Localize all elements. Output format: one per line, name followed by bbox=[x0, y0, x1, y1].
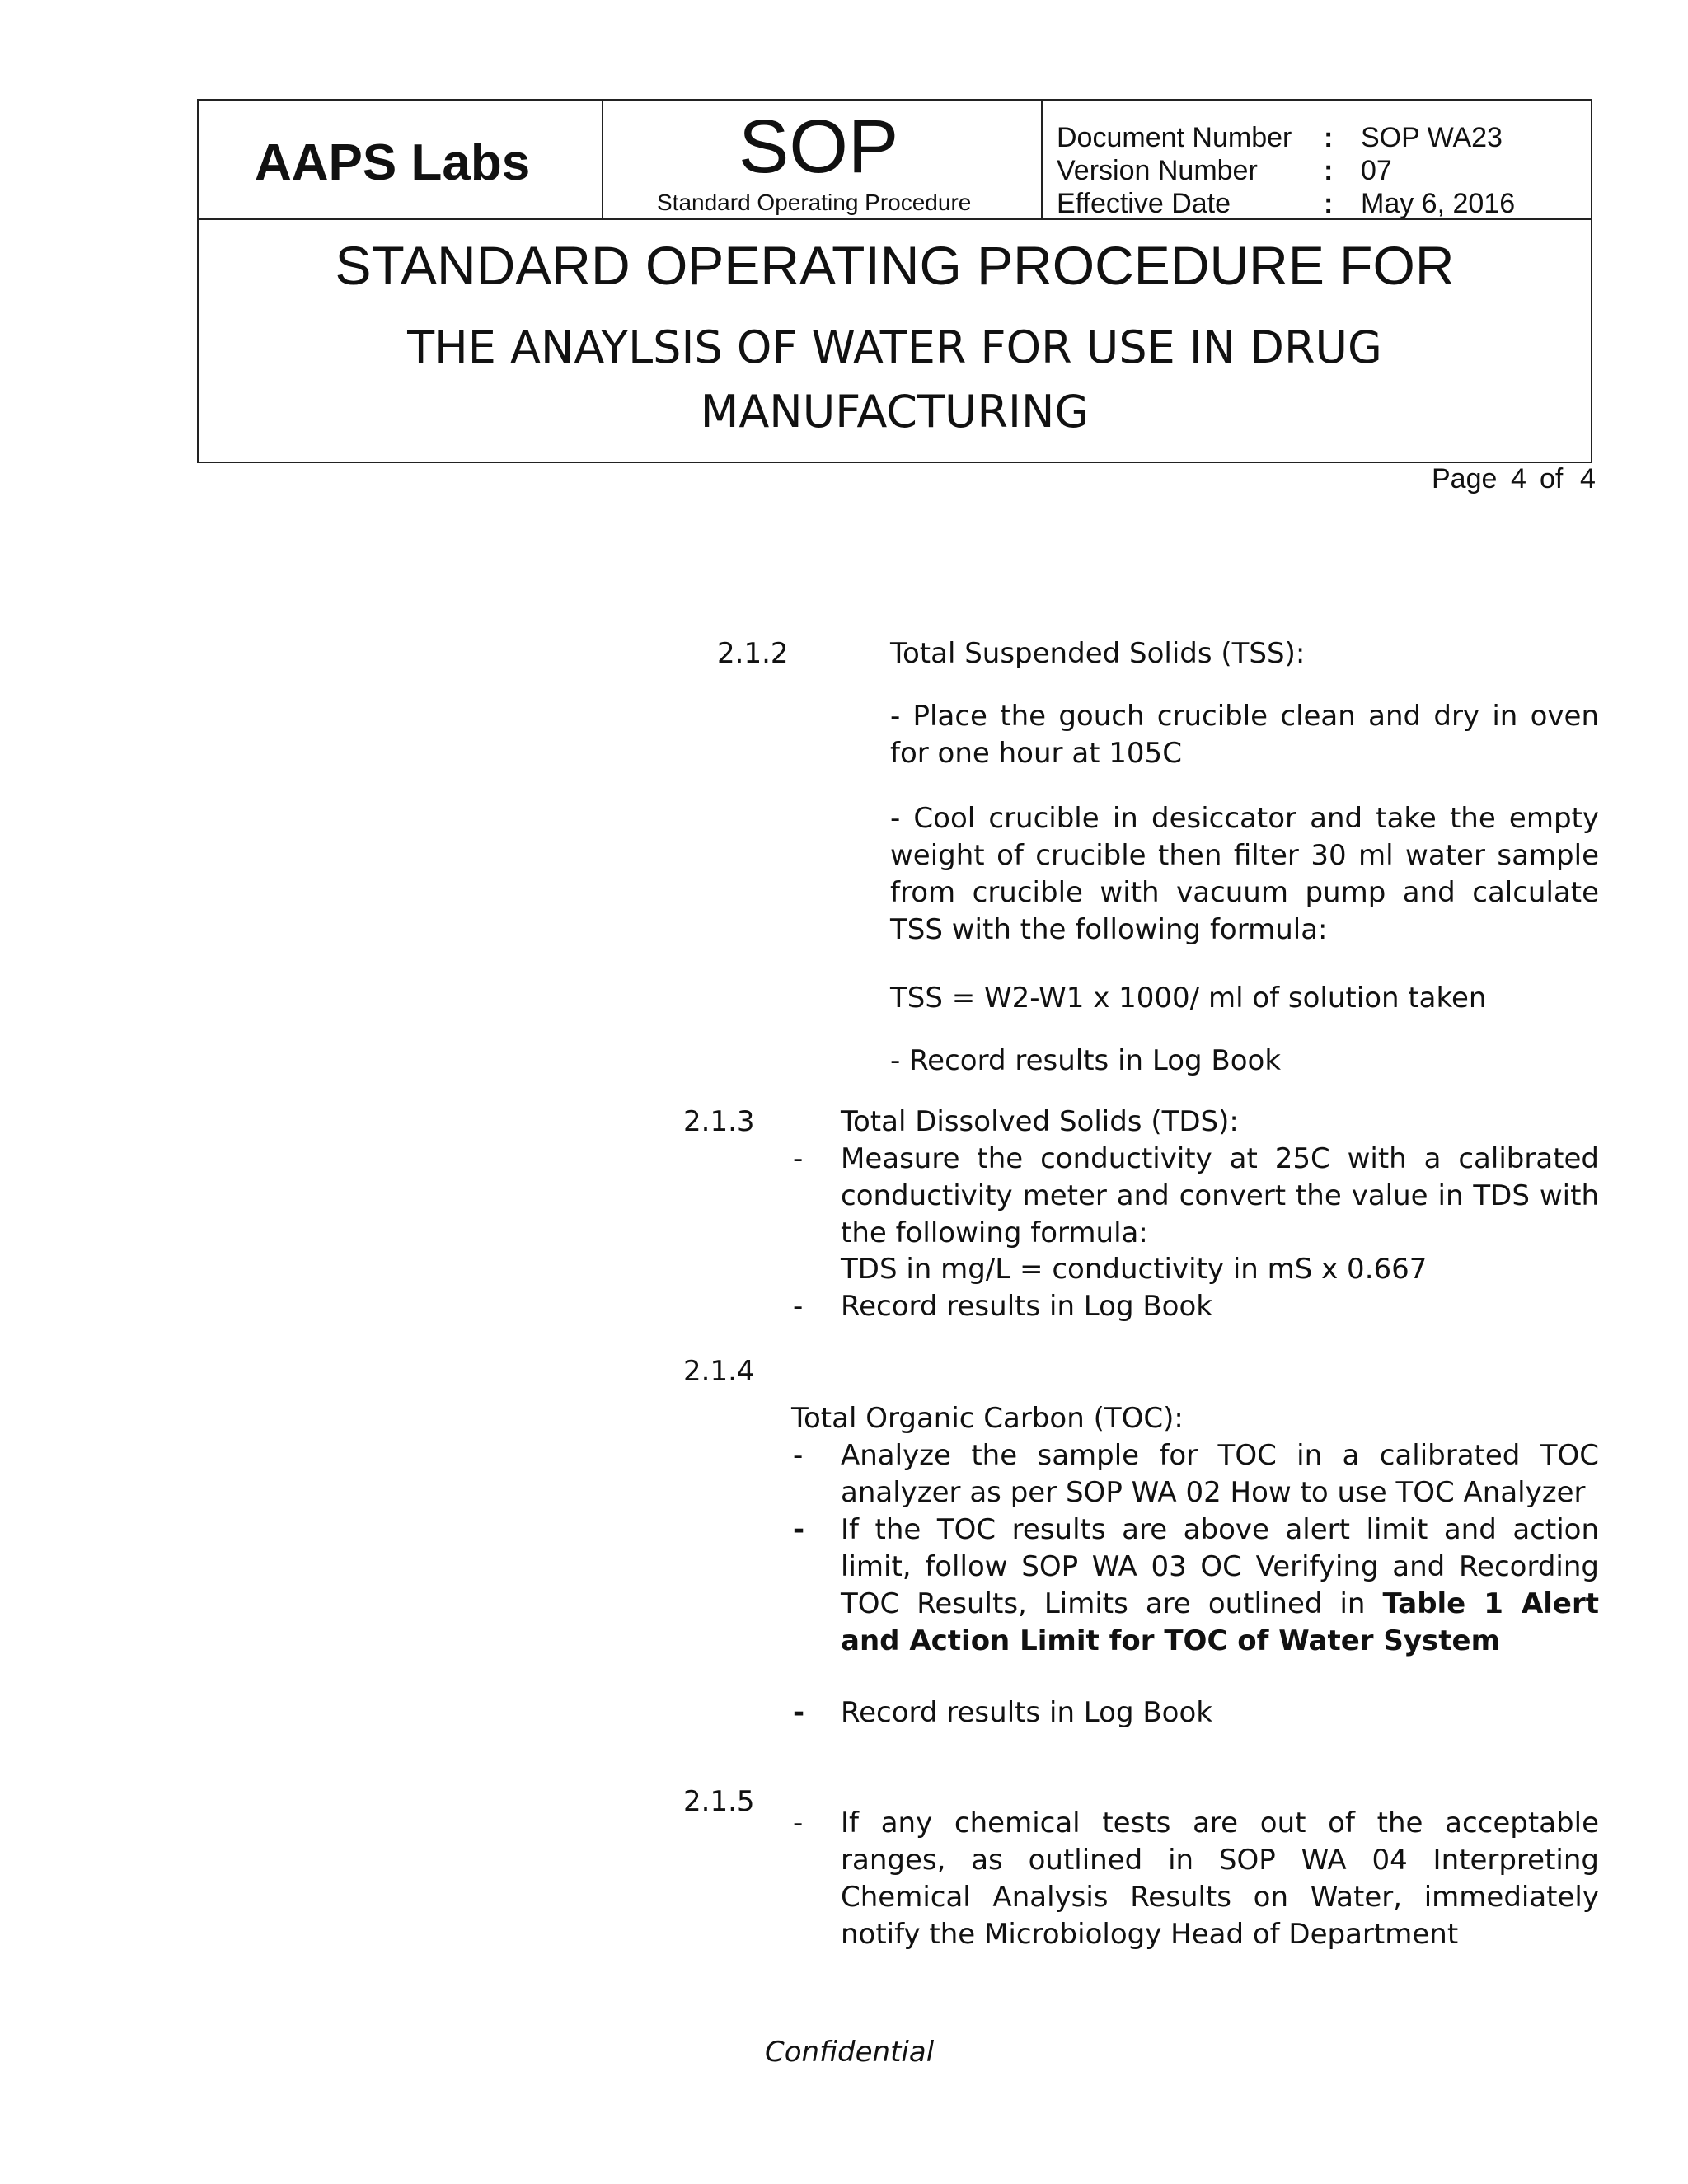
meta-value-doc-number: SOP WA23 bbox=[1361, 122, 1503, 153]
page-current: 4 bbox=[1511, 463, 1526, 494]
section-title: Total Organic Carbon (TOC): bbox=[791, 1402, 1184, 1435]
bullet-dash: - bbox=[793, 1142, 804, 1175]
bullet-dash: - bbox=[793, 1513, 805, 1546]
table-reference: Table 1 Alert and Action Limit for TOC of Water System bbox=[841, 1587, 1599, 1657]
meta-label-version: Version Number bbox=[1057, 155, 1258, 186]
paragraph: - Cool crucible in desiccator and take the empty weight of crucible then filter 30 ml water sample from crucible with vacuum pump and calculate TSS with the following formula: bbox=[890, 802, 1599, 946]
section-number: 2.1.5 bbox=[683, 1785, 755, 1818]
paragraph: If any chemical tests are out of the acceptable ranges, as outlined in SOP WA 04 Interpreting Chemical Analysis Results on Water, immediately notify the Microbiology Head of Department bbox=[841, 1807, 1599, 1951]
bullet-dash: - bbox=[793, 1439, 804, 1472]
meta-value-effective-date: May 6, 2016 bbox=[1361, 188, 1516, 219]
paragraph: Analyze the sample for TOC in a calibrated TOC analyzer as per SOP WA 02 How to use TOC Analyzer bbox=[841, 1439, 1599, 1509]
bullet-dash: - bbox=[793, 1290, 804, 1323]
header-divider bbox=[1041, 101, 1043, 218]
paragraph: Measure the conductivity at 25C with a calibrated conductivity meter and convert the value in TDS with the following formula: bbox=[841, 1142, 1599, 1249]
paragraph: Record results in Log Book bbox=[841, 1290, 1212, 1323]
paragraph: - Place the gouch crucible clean and dry in oven for one hour at 105C bbox=[890, 700, 1599, 770]
formula: TDS in mg/L = conductivity in mS x 0.667 bbox=[841, 1253, 1428, 1286]
section-number: 2.1.2 bbox=[717, 637, 789, 670]
meta-label-effective-date: Effective Date bbox=[1057, 188, 1231, 219]
paragraph: - Record results in Log Book bbox=[890, 1044, 1282, 1077]
meta-label-doc-number: Document Number bbox=[1057, 122, 1292, 153]
sop-label: SOP bbox=[738, 105, 899, 189]
section-number: 2.1.3 bbox=[683, 1105, 755, 1138]
formula: TSS = W2-W1 x 1000/ ml of solution taken bbox=[890, 982, 1487, 1015]
page-of: of bbox=[1540, 463, 1564, 494]
bullet-dash: - bbox=[793, 1696, 805, 1729]
header-divider bbox=[602, 101, 603, 218]
document-title-line3: MANUFACTURING bbox=[700, 386, 1090, 438]
section-title: Total Suspended Solids (TSS): bbox=[890, 637, 1306, 670]
meta-sep: : bbox=[1324, 122, 1334, 153]
page-total: 4 bbox=[1580, 463, 1596, 494]
page-label: Page bbox=[1432, 463, 1498, 494]
document-header bbox=[197, 99, 1592, 463]
section-number: 2.1.4 bbox=[683, 1355, 755, 1388]
paragraph bbox=[841, 1511, 1599, 1660]
footer-confidential: Confidential bbox=[765, 2036, 935, 2069]
section-title: Total Dissolved Solids (TDS): bbox=[841, 1105, 1239, 1138]
paragraph: Record results in Log Book bbox=[841, 1696, 1212, 1729]
company-name: AAPS Labs bbox=[255, 134, 531, 191]
meta-sep: : bbox=[1324, 188, 1334, 219]
paragraph-text: If the TOC results are above alert limit and action limit, follow SOP WA 03 OC Verifying and Recording TOC Results, Limits are outlined in bbox=[841, 1513, 1599, 1620]
document-title-line2: THE ANAYLSIS OF WATER FOR USE IN DRUG bbox=[407, 321, 1382, 373]
sop-subtitle: Standard Operating Procedure bbox=[657, 190, 972, 215]
meta-sep: : bbox=[1324, 155, 1334, 186]
meta-value-version: 07 bbox=[1361, 155, 1392, 186]
bullet-dash: - bbox=[793, 1807, 804, 1840]
document-title-line1: STANDARD OPERATING PROCEDURE FOR bbox=[335, 235, 1455, 296]
